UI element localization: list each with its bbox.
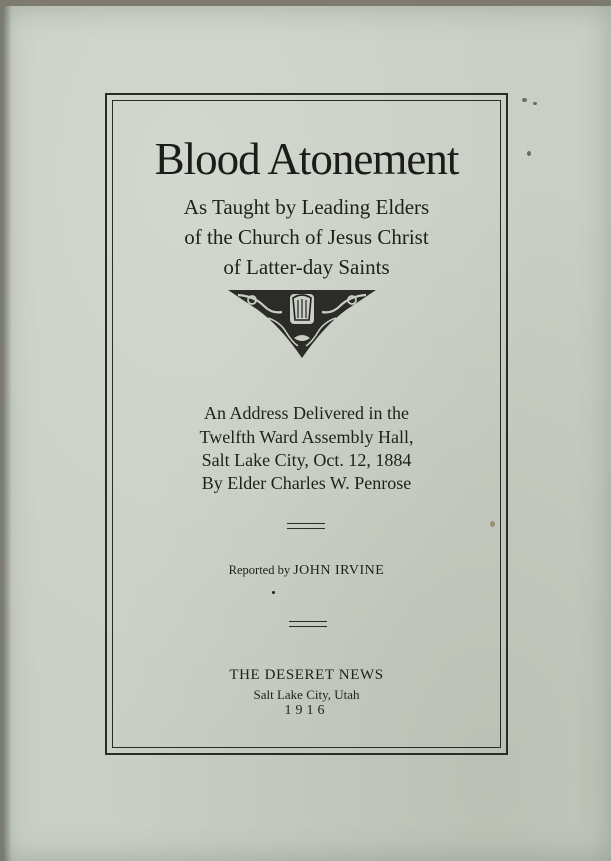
paper-speck [522,98,527,102]
cover-title: Blood Atonement [154,134,459,184]
address-line-3: Salt Lake City, Oct. 12, 1884 [201,450,412,470]
publisher-name: THE DESERET NEWS [229,667,384,683]
publication-year: 1916 [284,703,329,718]
publisher-city: Salt Lake City, Utah [253,687,360,702]
reported-prefix: Reported by [228,563,291,577]
address-line-4: By Elder Charles W. Penrose [201,473,412,493]
divider-rule [289,621,327,627]
divider-rule [287,523,325,529]
subtitle-line-3: of Latter-day Saints [223,255,390,279]
paper-speck [533,102,537,105]
subtitle-line-2: of the Church of Jesus Christ [184,225,429,249]
address-line-2: Twelfth Ward Assembly Hall, [199,427,414,447]
reporter-name: JOHN IRVINE [293,563,385,578]
scroll-ornament-icon [224,286,380,364]
pamphlet-cover [2,6,611,861]
spine-shadow [2,6,12,861]
address-line-1: An Address Delivered in the [204,403,409,423]
paper-speck [527,151,531,156]
reported-by-line [112,563,501,579]
subtitle-line-1: As Taught by Leading Elders [183,195,430,219]
